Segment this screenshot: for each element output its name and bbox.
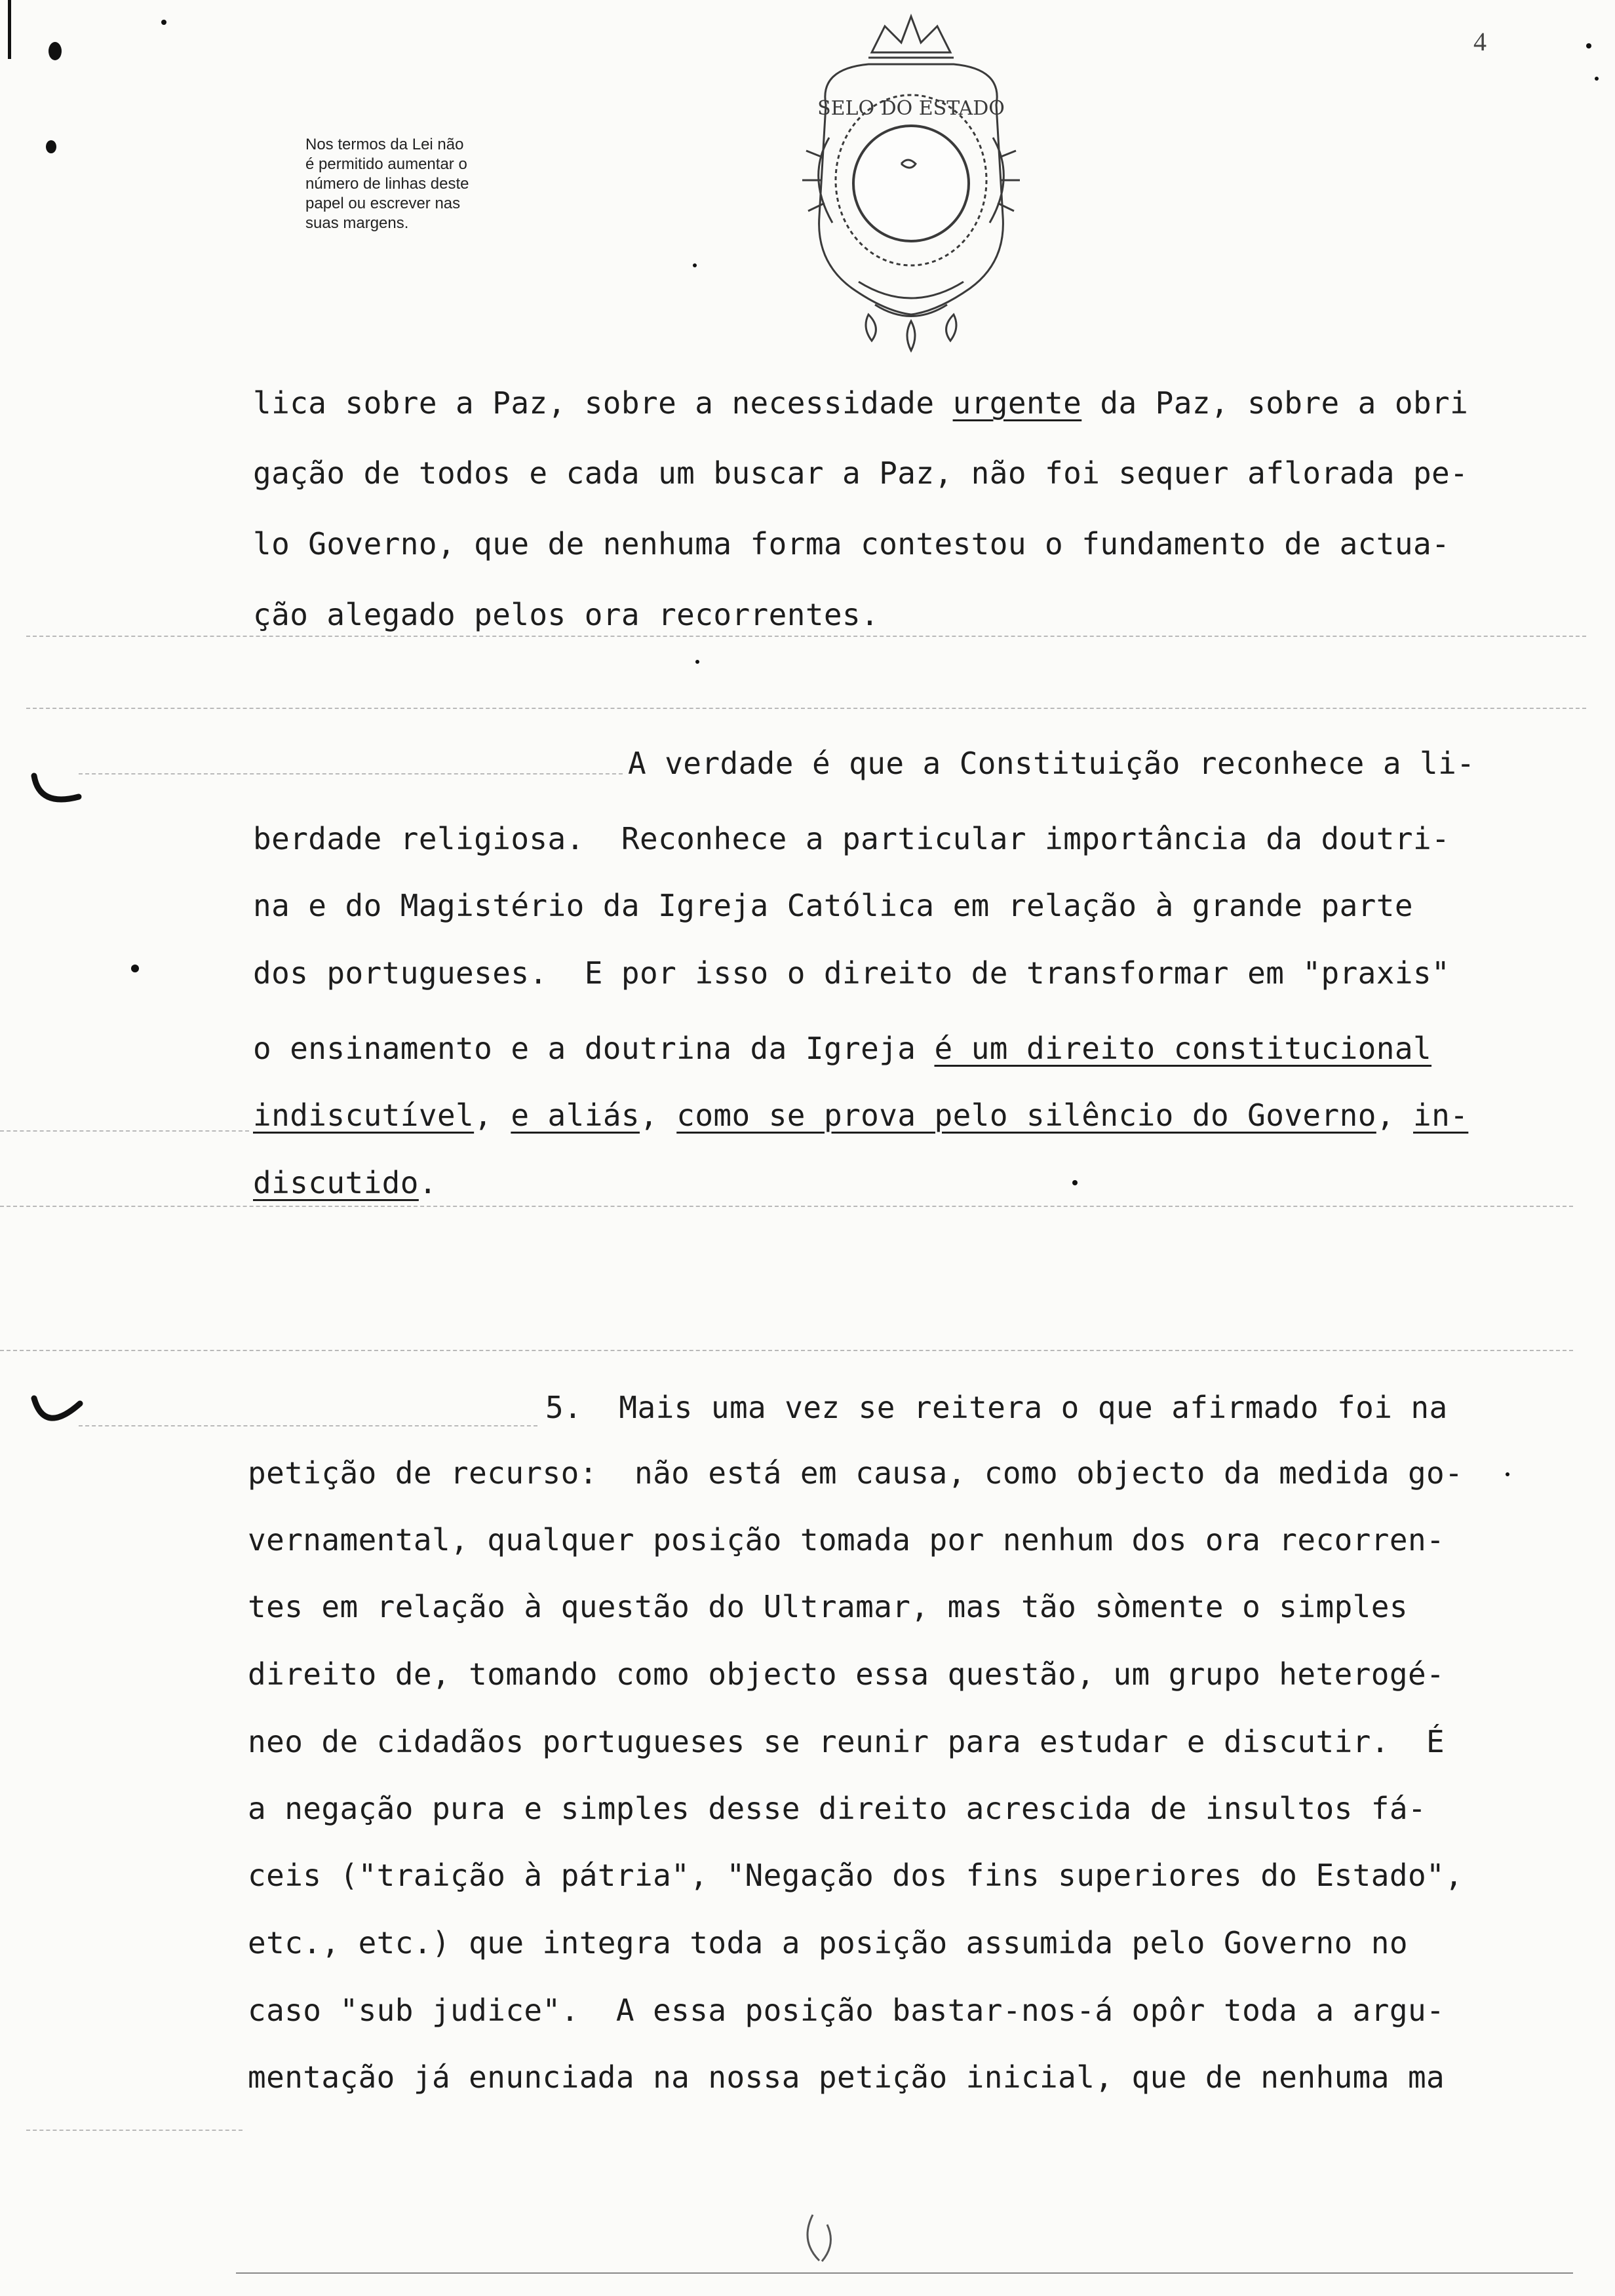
notice-line: suas margens.	[305, 214, 409, 232]
paragraph-3-line: vernamental, qualquer posição tomada por nenhum dos ora recorren-	[248, 1522, 1445, 1558]
paragraph-3-line: 5. Mais uma vez se reitera o que afirmado foi na	[545, 1390, 1448, 1425]
notice-line: número de linhas deste	[305, 175, 469, 193]
page-number: 4	[1473, 27, 1487, 56]
paragraph-3-line: caso "sub judice". A essa posição bastar-nos-á opôr toda a argu-	[248, 1993, 1445, 2028]
paragraph-3-line: neo de cidadãos portugueses se reunir para estudar e discutir. É	[248, 1724, 1445, 1759]
paragraph-3-line: etc., etc.) que integra toda a posição assumida pelo Governo no	[248, 1925, 1408, 1961]
paragraph-1-line: gação de todos e cada um buscar a Paz, não foi sequer aflorada pe-	[253, 455, 1469, 491]
paragraph-2-line: berdade religiosa. Reconhece a particular importância da doutri-	[253, 821, 1450, 856]
paragraph-2-line: dos portugueses. E por isso o direito de transformar em "praxis"	[253, 955, 1450, 991]
notice-line: é permitido aumentar o	[305, 155, 467, 173]
paragraph-2-line: discutido.	[253, 1165, 437, 1200]
paragraph-2-line: indiscutível, e aliás, como se prova pelo silêncio do Governo, in-	[253, 1098, 1469, 1133]
paragraph-2-line: A verdade é que a Constituição reconhece a li-	[628, 746, 1475, 781]
paragraph-3-line: tes em relação à questão do Ultramar, mas tão sòmente o simples	[248, 1589, 1408, 1624]
paragraph-3-line: ceis ("traição à pátria", "Negação dos fins superiores do Estado",	[248, 1858, 1464, 1893]
paragraph-3-line: mentação já enunciada na nossa petição inicial, que de nenhuma ma	[248, 2059, 1445, 2095]
paragraph-2-line: na e do Magistério da Igreja Católica em relação à grande parte	[253, 888, 1413, 923]
seal-text: SELO DO ESTADO	[817, 97, 1005, 120]
notice-line: papel ou escrever nas	[305, 195, 461, 212]
paragraph-1-line: ção alegado pelos ora recorrentes.	[253, 597, 880, 632]
paragraph-1-line: lica sobre a Paz, sobre a necessidade urgente da Paz, sobre a obri	[253, 385, 1469, 421]
paragraph-3-line: a negação pura e simples desse direito acrescida de insultos fá-	[248, 1791, 1427, 1826]
paragraph-1-line: lo Governo, que de nenhuma forma contestou o fundamento de actua-	[253, 526, 1450, 562]
paragraph-3-line: direito de, tomando como objecto essa questão, um grupo heterogé-	[248, 1656, 1445, 1692]
paragraph-3-line: petição de recurso: não está em causa, como objecto da medida go-	[248, 1455, 1464, 1491]
notice-line: Nos termos da Lei não	[305, 136, 464, 153]
paragraph-2-line: o ensinamento e a doutrina da Igreja é um direito constitucional	[253, 1031, 1432, 1066]
